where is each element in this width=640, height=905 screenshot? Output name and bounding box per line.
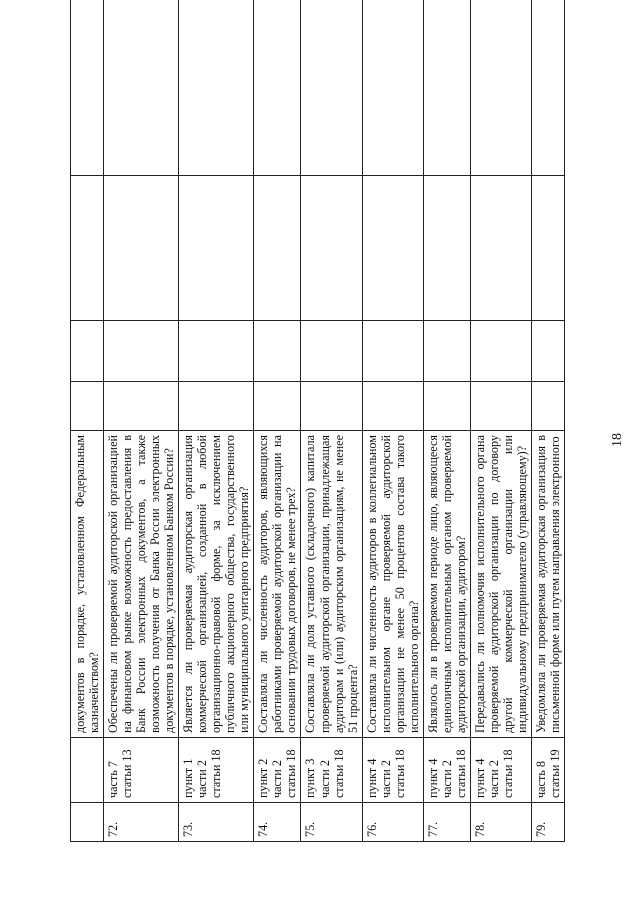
question-text: Составляла ли численность аудиторов в коллегиальном исполнительном органе проверяемой аудиторской организации не менее 50 процентов состава такого исполнительного органа? [362,431,423,738]
page-number: 18 [610,433,625,447]
legal-reference: пункт 4 части 2 статьи 18 [362,738,423,803]
answer-cell [254,176,301,321]
rotated-table-wrapper [70,62,580,842]
legal-reference: пункт 4 части 2 статьи 18 [470,738,531,803]
row-number: 73. [179,803,254,842]
table-row [179,0,254,842]
question-text: Уведомляла ли проверяемая аудиторская организация в письменной форме или путем направления электронного [531,431,564,738]
table-row [423,0,470,842]
answer-cell [179,382,254,431]
answer-cell [423,176,470,321]
row-number: 76. [362,803,423,842]
legal-reference: часть 7 статьи 13 [104,738,179,803]
answer-cell [423,382,470,431]
answer-cell [71,382,104,431]
row-number: 74. [254,803,301,842]
question-text: Является ли проверяемая аудиторская организация коммерческой организацией, созданной в любой организационно-правовой форме, за исключением публичного акционерного общества, государственного или муниципального унитарного предприятия? [179,431,254,738]
answer-cell [254,321,301,382]
row-number [71,803,104,842]
answer-cell [470,382,531,431]
answer-cell [531,382,564,431]
legal-reference: пункт 4 части 2 статьи 18 [423,738,470,803]
row-number: 75. [301,803,362,842]
table-row [71,0,104,842]
table-row [362,0,423,842]
answer-cell [104,0,179,176]
question-text: Составляла ли доля уставного (складочного) капитала проверяемой аудиторской организации, принадлежащая аудиторам и (или) аудиторским организациям, не менее 51 процента? [301,431,362,738]
table-row [301,0,362,842]
answer-cell [423,321,470,382]
question-text: Являлось ли в проверяемом периоде лицо, являющееся единоличным исполнительным органом проверяемой аудиторской организации, аудитором? [423,431,470,738]
answer-cell [104,176,179,321]
answer-cell [531,0,564,176]
question-text: Передавались ли полномочия исполнительного органа проверяемой аудиторской организации по договору другой коммерческой организации или индивидуальному предпринимателю (управляющему)? [470,431,531,738]
answer-cell [362,382,423,431]
table-row [104,0,179,842]
table-row [254,0,301,842]
answer-cell [71,176,104,321]
answer-cell [362,0,423,176]
answer-cell [301,0,362,176]
question-text: Обеспечены ли проверяемой аудиторской организацией на финансовом рынке возможность предоставления в Банк России электронных документов, а также возможность получения от Банка России электронных документов в порядке, установленном Банком России? [104,431,179,738]
answer-cell [254,382,301,431]
answer-cell [301,176,362,321]
answer-cell [470,321,531,382]
answer-cell [104,321,179,382]
row-number: 79. [531,803,564,842]
table-row [470,0,531,842]
row-number: 77. [423,803,470,842]
question-text: Составляла ли численность аудиторов, являющихся работниками проверяемой аудиторской организации на основании трудовых договоров, не менее трех? [254,431,301,738]
legal-reference [71,738,104,803]
answer-cell [71,0,104,176]
answer-cell [531,321,564,382]
answer-cell [470,176,531,321]
answer-cell [362,321,423,382]
answer-cell [179,321,254,382]
answer-cell [301,382,362,431]
answer-cell [531,176,564,321]
legal-reference: пункт 3 части 2 статьи 18 [301,738,362,803]
answer-cell [179,0,254,176]
answer-cell [254,0,301,176]
answer-cell [104,382,179,431]
question-text: документов в порядке, установленном Федеральным казначейством? [71,431,104,738]
answer-cell [179,176,254,321]
answer-cell [301,321,362,382]
row-number: 72. [104,803,179,842]
legal-reference: пункт 1 части 2 статьи 18 [179,738,254,803]
answer-cell [470,0,531,176]
answer-cell [362,176,423,321]
row-number: 78. [470,803,531,842]
answer-cell [71,321,104,382]
table-row [531,0,564,842]
checklist-table [70,0,565,842]
legal-reference: часть 8 статьи 19 [531,738,564,803]
legal-reference: пункт 2 части 2 статьи 18 [254,738,301,803]
answer-cell [423,0,470,176]
